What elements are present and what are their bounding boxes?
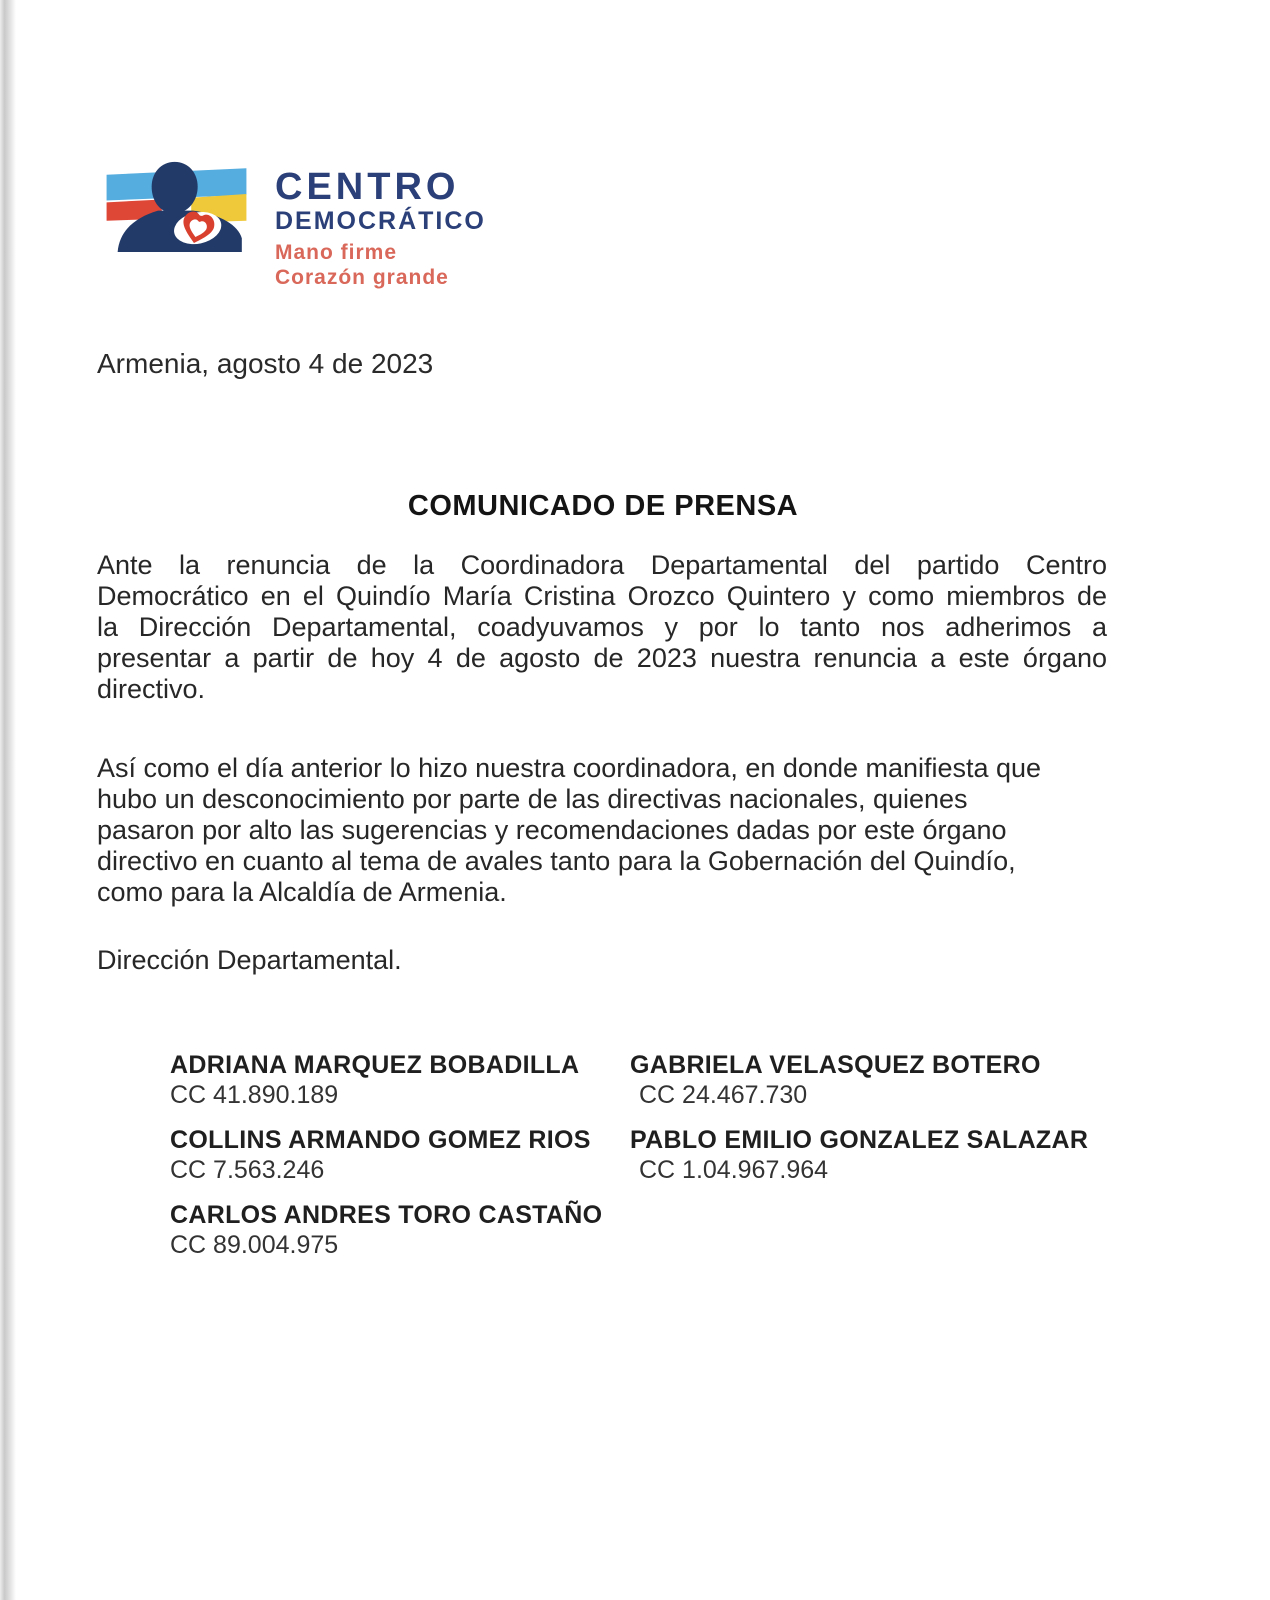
dateline: Armenia, agosto 4 de 2023 [97,348,434,379]
signatory [170,1200,630,1260]
closing-line: Dirección Departamental. [97,945,402,975]
paragraph-line: directivo. [97,674,206,704]
signatory-name: GABRIELA VELASQUEZ BOTERO [630,1051,1041,1079]
party-wordmark [275,168,486,288]
paragraph-line: Democrático en el Quindío María Cristina Orozco Quintero y como miembros de [97,581,1107,611]
signatory-id: CC 41.890.189 [170,1081,339,1109]
signatory-id: CC 89.004.975 [170,1231,339,1259]
paragraph-line: presentar a partir de hoy 4 de agosto de 2023 nuestra renuncia a este órgano [97,643,1107,673]
signatory-id: CC 1.04.967.964 [639,1156,829,1184]
party-tagline-line1: Mano firme [275,241,398,264]
signatory [170,1125,630,1185]
signatory-name: CARLOS ANDRES TORO CASTAÑO [170,1201,603,1229]
party-name-line1: CENTRO [275,166,460,208]
paragraph-line: Así como el día anterior lo hizo nuestra coordinadora, en donde manifiesta que [97,753,1042,783]
signatory [630,1050,1088,1110]
signatories-list [170,1050,1088,1260]
paragraph-line: pasaron por alto las sugerencias y recomendaciones dadas por este órgano [97,815,1007,845]
paragraph-line: directivo en cuanto al tema de avales tanto para la Gobernación del Quindío, [97,846,1016,876]
document-title: COMUNICADO DE PRENSA [407,490,799,523]
signatory-id: CC 7.563.246 [170,1156,325,1184]
party-logo [100,160,486,288]
party-tagline-line2: Corazón grande [275,266,449,289]
scan-edge-shadow [0,0,16,1600]
signatory-id: CC 24.467.730 [639,1081,808,1109]
signatory [170,1050,630,1110]
paragraph-line: como para la Alcaldía de Armenia. [97,877,507,907]
paragraph-line: Ante la renuncia de la Coordinadora Departamental del partido Centro [97,550,1107,580]
signatory-name: ADRIANA MARQUEZ BOBADILLA [170,1051,580,1079]
party-name-line2: DEMOCRÁTICO [275,207,486,235]
paragraph-2 [97,753,1107,908]
paragraph-line: la Dirección Departamental, coadyuvamos y por lo tanto nos adherimos a [97,612,1107,642]
signatory-name: PABLO EMILIO GONZALEZ SALAZAR [630,1126,1089,1154]
signatory [630,1125,1088,1185]
paragraph-line: hubo un desconocimiento por parte de las directivas nacionales, quienes [97,784,968,814]
paragraph-1 [97,550,1107,705]
signatory-name: COLLINS ARMANDO GOMEZ RIOS [170,1126,591,1154]
party-logo-icon [100,160,253,252]
